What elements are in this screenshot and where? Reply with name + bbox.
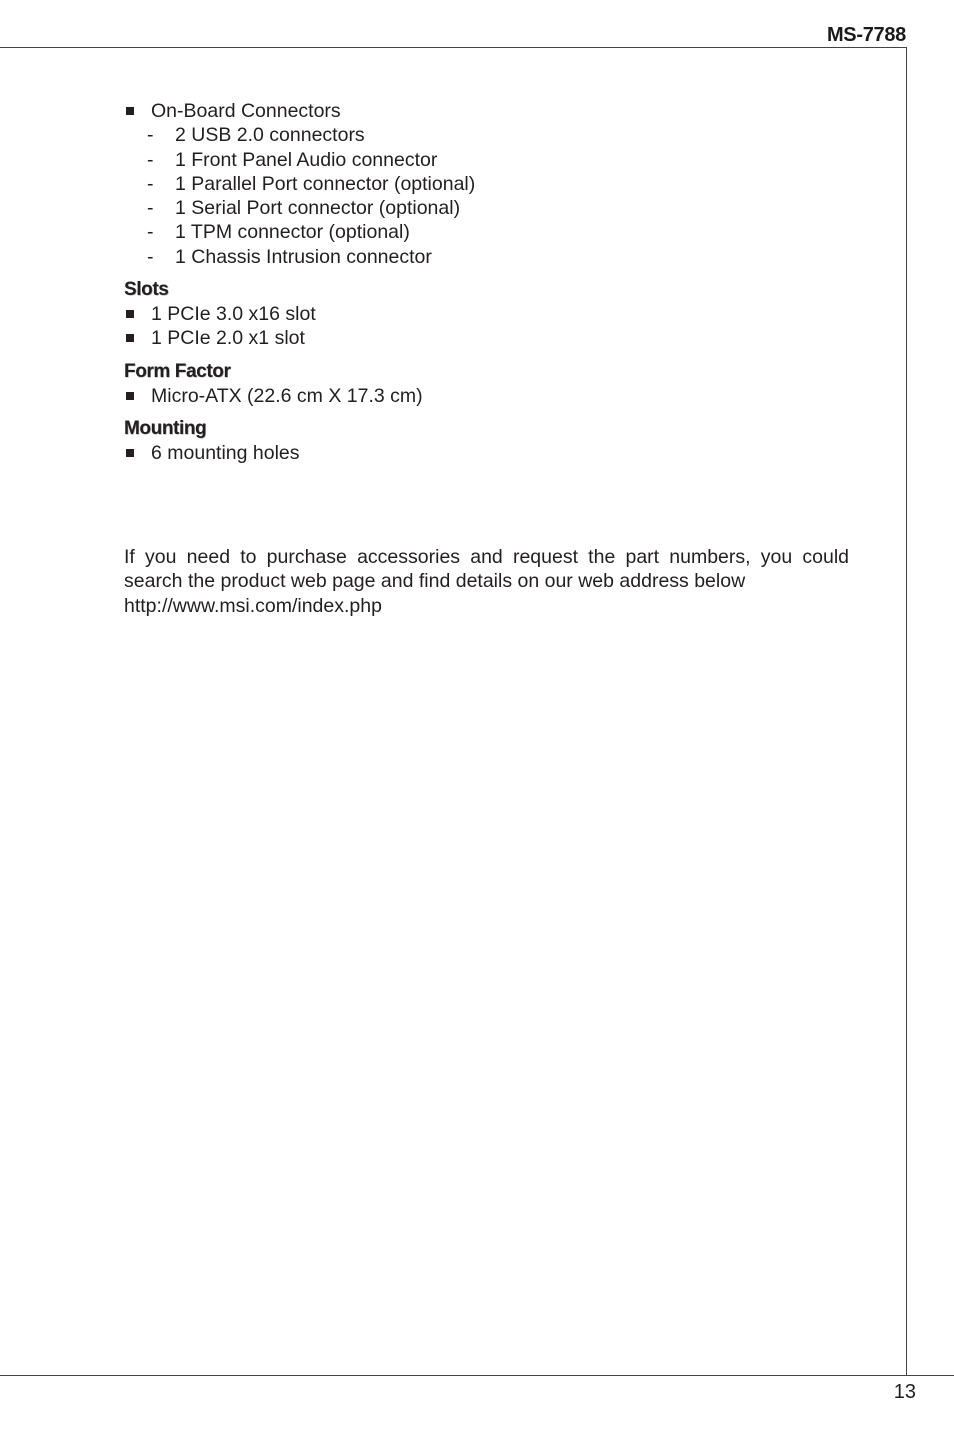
- form-factor-item: Micro-ATX (22.6 cm X 17.3 cm): [151, 384, 423, 407]
- square-bullet-icon: [126, 449, 134, 457]
- square-bullet-icon: [126, 107, 134, 115]
- list-item: [124, 220, 849, 244]
- list-item: [124, 148, 849, 172]
- connector-item: 1 Chassis Intrusion connector: [175, 245, 432, 268]
- slot-item: 1 PCIe 3.0 x16 slot: [151, 303, 316, 326]
- side-rule: [906, 47, 907, 1375]
- connector-item: 2 USB 2.0 connectors: [175, 124, 365, 147]
- dash-bullet-icon: -: [147, 245, 154, 268]
- mounting-item: 6 mounting holes: [151, 441, 300, 464]
- list-item: [124, 123, 849, 147]
- dash-bullet-icon: -: [147, 124, 154, 147]
- section-heading-form-factor: Form Factor: [124, 360, 231, 382]
- list-item: [124, 172, 849, 196]
- model-number: MS-7788: [826, 24, 906, 46]
- list-item: [124, 245, 849, 269]
- connector-item: 1 Parallel Port connector (optional): [175, 172, 476, 195]
- note-line-1: If you need to purchase accessories and request the part numbers, you could: [124, 546, 849, 568]
- list-item: [124, 326, 849, 350]
- footer-rule: [0, 1375, 954, 1376]
- list-item: [124, 99, 849, 123]
- slot-item: 1 PCIe 2.0 x1 slot: [151, 327, 305, 350]
- square-bullet-icon: [126, 392, 134, 400]
- list-item: [124, 302, 849, 326]
- spec-content: [124, 99, 849, 465]
- section-heading-mounting: Mounting: [124, 417, 207, 439]
- dash-bullet-icon: -: [147, 148, 154, 171]
- square-bullet-icon: [126, 310, 134, 318]
- section-heading-slots: Slots: [124, 279, 169, 301]
- note-line-2: search the product web page and find details on our web address below: [124, 570, 746, 593]
- header-rule: [0, 47, 907, 48]
- page-number: 13: [893, 1381, 916, 1403]
- connectors-label: On-Board Connectors: [151, 100, 341, 122]
- list-item: [124, 196, 849, 220]
- list-item: [124, 384, 849, 408]
- list-item: [124, 441, 849, 465]
- connector-item: 1 TPM connector (optional): [175, 221, 410, 244]
- connector-item: 1 Serial Port connector (optional): [175, 197, 461, 220]
- dash-bullet-icon: -: [147, 221, 154, 244]
- accessories-note: [124, 545, 849, 618]
- square-bullet-icon: [126, 334, 134, 342]
- dash-bullet-icon: -: [147, 172, 154, 195]
- connector-item: 1 Front Panel Audio connector: [175, 148, 438, 171]
- dash-bullet-icon: -: [147, 197, 154, 220]
- website-url: http://www.msi.com/index.php: [124, 594, 382, 617]
